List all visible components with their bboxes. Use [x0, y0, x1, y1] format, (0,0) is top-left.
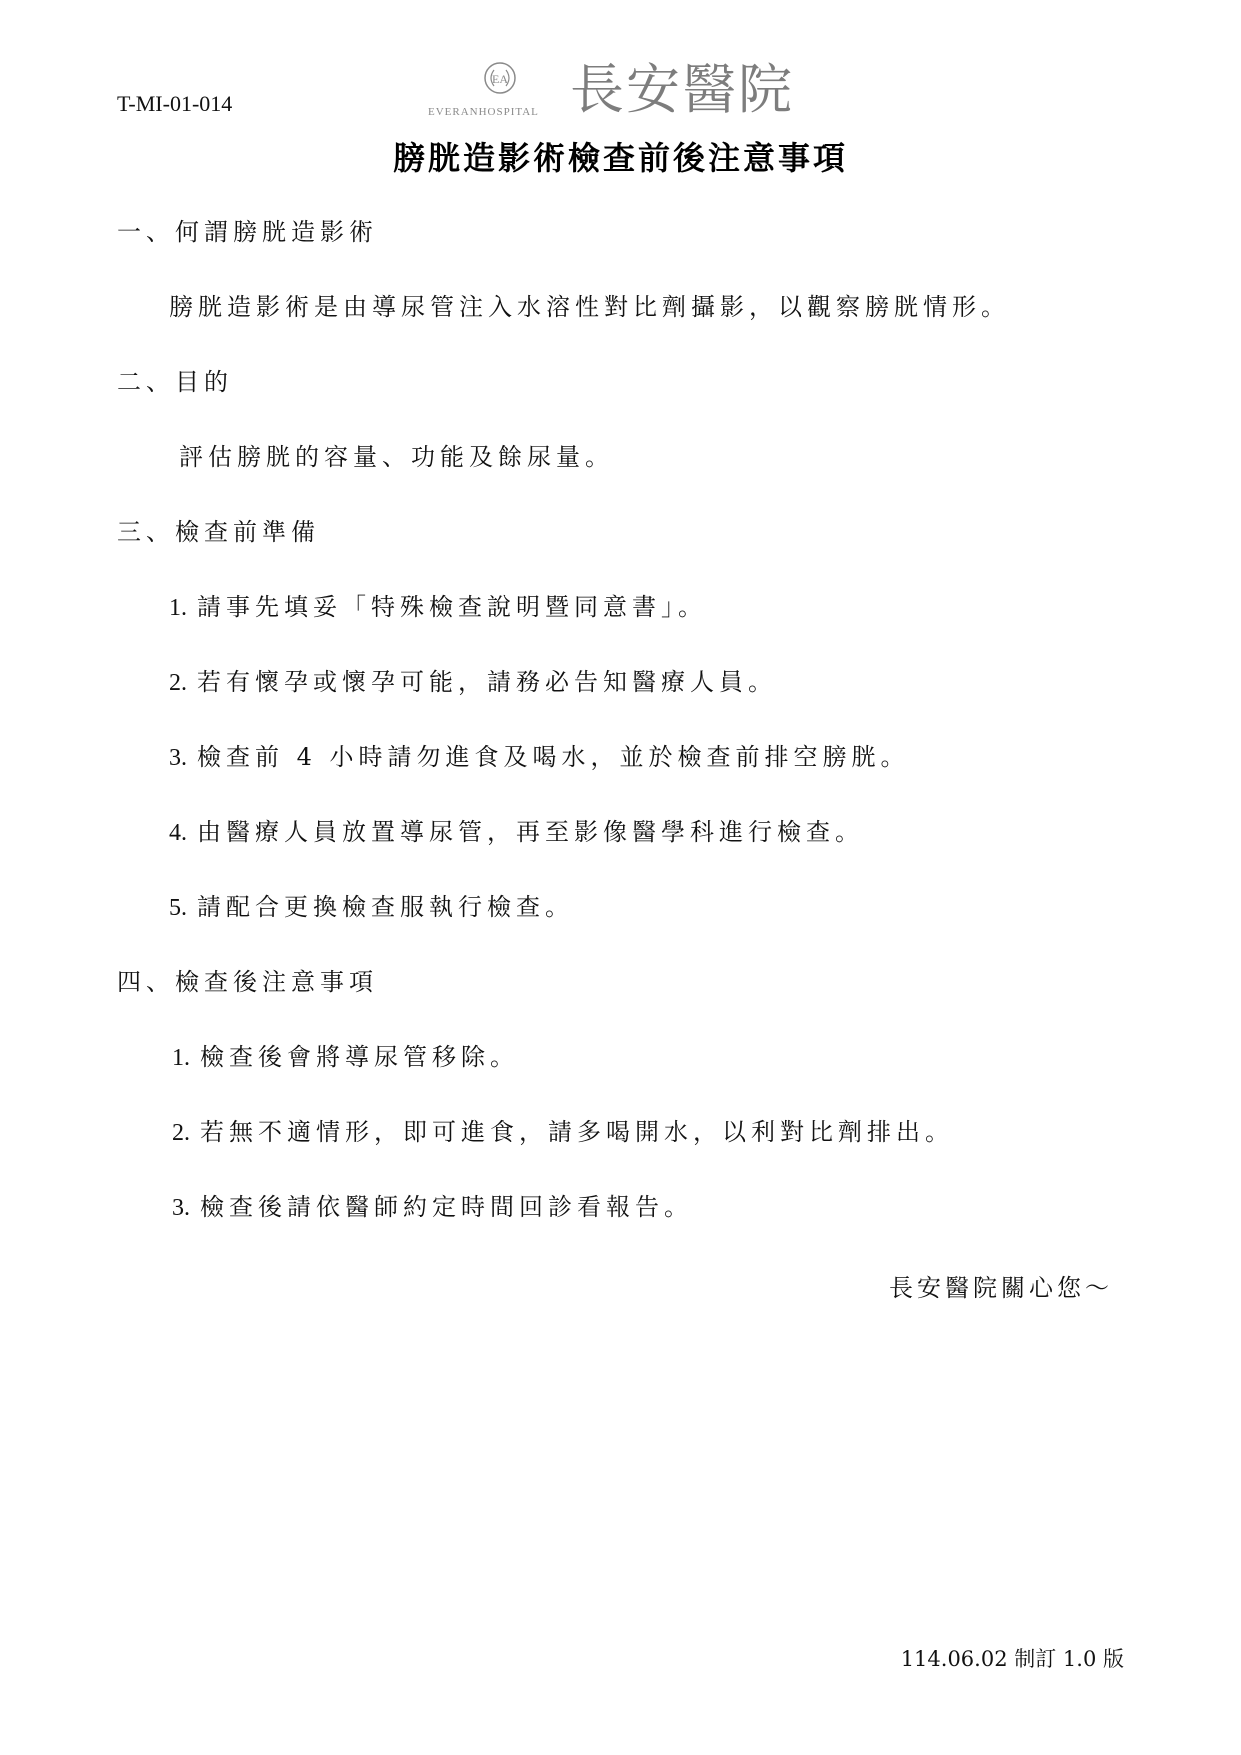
- list-item: [169, 737, 910, 772]
- list-item-text: 若有懷孕或懷孕可能，請務必告知醫療人員。: [197, 668, 777, 696]
- list-item: [169, 887, 574, 922]
- document-code: T-MI-01-014: [117, 91, 233, 116]
- closing-message: 長安醫院關心您～: [889, 1274, 1113, 1302]
- list-item-number: 1.: [172, 1045, 190, 1071]
- logo-english-name: EVERANHOSPITAL: [428, 106, 539, 118]
- list-item: [169, 587, 707, 622]
- list-item: [172, 1187, 693, 1222]
- page-title: 膀胱造影術檢查前後注意事項: [392, 139, 848, 177]
- list-item-number: 1.: [169, 595, 187, 621]
- list-item-text: 請事先填妥「特殊檢查說明暨同意書」。: [197, 593, 707, 621]
- list-item-text: 檢查前 4 小時請勿進食及喝水，並於檢查前排空膀胱。: [197, 743, 910, 771]
- list-item-number: 5.: [169, 895, 187, 921]
- list-item-text: 由醫療人員放置導尿管，再至影像醫學科進行檢查。: [197, 818, 864, 846]
- svg-text:EA: EA: [492, 72, 508, 86]
- list-item-text: 若無不適情形，即可進食，請多喝開水，以利對比劑排出。: [200, 1118, 954, 1146]
- section-heading-2: 二、目的: [117, 368, 233, 396]
- version-note: 114.06.02 制訂 1.0 版: [900, 1647, 1124, 1671]
- section-heading-1: 一、何謂膀胱造影術: [117, 218, 378, 246]
- section-heading-3: 三、檢查前準備: [117, 518, 320, 546]
- section-heading-4: 四、檢查後注意事項: [117, 968, 378, 996]
- list-item-text: 請配合更換檢查服執行檢查。: [197, 893, 574, 921]
- hospital-logo: [428, 56, 828, 126]
- list-item-number: 4.: [169, 820, 187, 846]
- section-body-2: 評估膀胱的容量、功能及餘尿量。: [179, 443, 614, 471]
- list-item-number: 3.: [172, 1195, 190, 1221]
- list-item-text: 檢查後請依醫師約定時間回診看報告。: [200, 1193, 693, 1221]
- list-item: [172, 1112, 954, 1147]
- list-item: [169, 812, 864, 847]
- logo-chinese-name: 長安醫院: [570, 58, 794, 121]
- list-item-number: 2.: [172, 1120, 190, 1146]
- list-item-text: 檢查後會將導尿管移除。: [200, 1043, 519, 1071]
- list-item: [169, 662, 777, 697]
- section-body-1: 膀胱造影術是由導尿管注入水溶性對比劑攝影，以觀察膀胱情形。: [169, 293, 1010, 321]
- list-item-number: 3.: [169, 745, 187, 771]
- list-item: [172, 1037, 519, 1072]
- list-item-number: 2.: [169, 670, 187, 696]
- hospital-emblem-icon: [482, 60, 518, 96]
